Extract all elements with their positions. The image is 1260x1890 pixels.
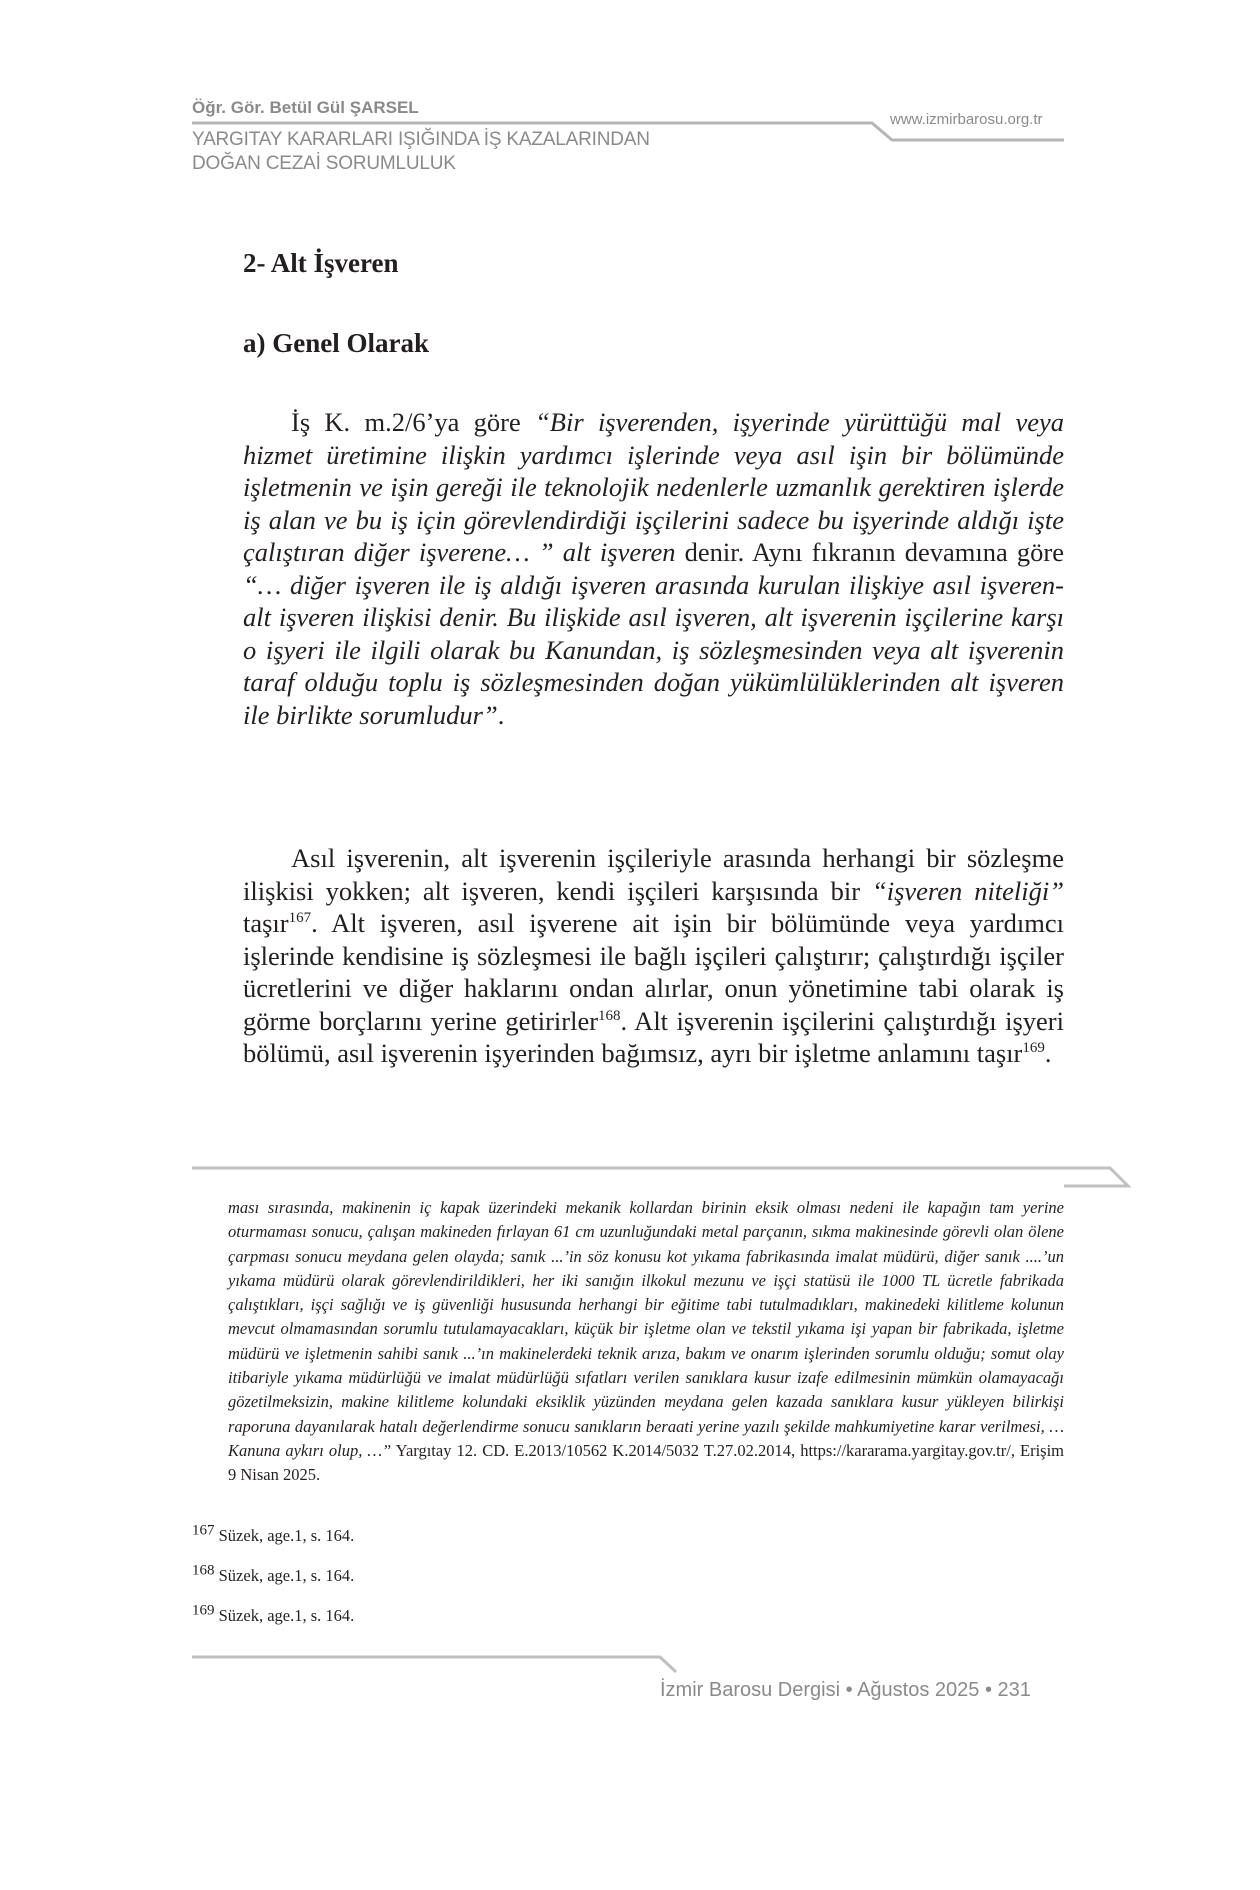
subsection-heading: a) Genel Olarak: [243, 328, 429, 358]
page-number: 231: [997, 1679, 1031, 1701]
footer-rule: [192, 1657, 676, 1672]
footnote-continuation: [228, 1196, 1064, 1488]
header-title-line2: DOĞAN CEZAİ SORUMLULUK: [192, 153, 456, 174]
footer-date: Ağustos 2025: [857, 1679, 980, 1701]
header-author: Öğr. Gör. Betül Gül ŞARSEL: [192, 98, 419, 117]
footnote-169: [192, 1602, 355, 1626]
para2-quote: “işveren niteliği”: [871, 875, 1065, 906]
para2-lead: Asıl işverenin, alt işverenin işçileriyle arasında herhangi bir sözleşme ilişkisi yokken; alt işveren, kendi işçileri karşısında bir: [243, 843, 1064, 906]
footnote-text: Süzek, age.1, s. 164.: [218, 1526, 355, 1545]
para1-lead: İş K. m.2/6’ya göre: [291, 407, 536, 437]
footnote-168: [192, 1562, 355, 1586]
footnote-ref-168[interactable]: 168: [598, 1007, 621, 1024]
para2-text: .: [1044, 1038, 1052, 1068]
footnote-text: Süzek, age.1, s. 164.: [218, 1606, 355, 1625]
footnote-number: 169: [192, 1602, 215, 1619]
header-article-title: [192, 128, 650, 176]
footnote-ref-167[interactable]: 167: [288, 910, 312, 927]
page-footer: [660, 1679, 1031, 1702]
footer-separator: •: [984, 1679, 992, 1701]
para2-text: . Alt işverenin işçilerini çalıştırdığı işyeri bölümü, asıl işverenin işyerinden bağımsız, ayrı bir işletme anlamını taşır: [243, 1005, 1064, 1068]
header-title-line1: YARGITAY KARARLARI IŞIĞINDA İŞ KAZALARINDAN: [192, 129, 650, 150]
footnote-text: Süzek, age.1, s. 164.: [218, 1566, 355, 1585]
footnote-167: [192, 1522, 355, 1546]
paragraph-subcontractor: [243, 842, 1064, 1070]
footer-journal: İzmir Barosu Dergisi: [660, 1679, 841, 1701]
section-heading: 2- Alt İşveren: [243, 248, 399, 278]
para1-quote2: “… diğer işveren ile iş aldığı işveren arasında kurulan ilişkiye asıl işveren-alt işveren ilişkisi denir. Bu ilişkide asıl işveren, alt işverenin işçilerine karşı o işyeri ile ilgili olarak bu Kanundan, iş sözleşmesinden veya alt işverenin taraf olduğu toplu iş sözleşmesinden doğan yükümlülüklerinden alt işveren ile birlikte sorumludur”: [243, 569, 1064, 730]
paragraph-definition: [243, 406, 1064, 731]
footnote-ref-169[interactable]: 169: [1022, 1040, 1045, 1057]
para1-end: .: [497, 699, 505, 730]
footnote-citation: Yargıtay 12. CD. E.2013/10562 K.2014/5032 T.27.02.2014, https://kararama.yargitay.gov.tr/, Erişim 9 Nisan 2025.: [228, 1440, 1064, 1485]
footnote-number: 168: [192, 1562, 215, 1579]
footer-separator: •: [845, 1679, 853, 1701]
para1-mid: denir. Aynı fıkranın devamına göre: [675, 537, 1064, 567]
footnote-quote: ması sırasında, makinenin iç kapak üzerindeki mekanik kollardan birinin eksik olması nedeni ile kapağın tam yerine oturmaması sonucu, çalışan makineden fırlayan 61 cm uzunluğundaki metal parçanın, sıkma makinesinde görevli olan ölene çarpması sonucu meydana gelen olayda; sanık ...’in söz konusu kot yıkama fabrikasında imalat müdürü, diğer sanık ....’un yıkama müdürü olarak görevlendirildikleri, her iki sanığın ilkokul mezunu ve işçi statüsü ile 1000 TL ücretle fabrikada çalıştıkları, işçi sağlığı ve iş güvenliği hususunda herhangi bir eğitime tabi tutulmadıkları, makinedeki kilitleme kolunun mevcut olmamasından sorumlu tutulamayacakları, küçük bir işletme olan ve tekstil yıkama işi yapan bir fabrikada, işletme müdürü ve işletmenin sahibi sanık ...’ın makinelerdeki teknik arıza, bakım ve onarım işlerinden sorumlu olduğu; somut olay itibariyle yıkama müdürlüğü ve imalat müdürlüğü sıfatları verilen sanıklara kusur izafe edilmesinin mümkün olamayacağı gözetilmeksizin, makine kilitleme kolundaki eksiklik yüzünden meydana gelen kazada sanıklara kusur yükleyen bilirkişi raporuna dayanılarak hatalı değerlendirme sonucu sanıkların beraati yerine yazılı şekilde mahkumiyetine karar verilmesi, … Kanuna aykırı olup, …”: [228, 1198, 1064, 1460]
para2-text: taşır: [243, 908, 289, 938]
footnote-rule: [192, 1168, 1140, 1186]
para1-quote1: “Bir işverenden, işyerinde yürüttüğü mal veya hizmet üretimine ilişkin yardımcı işlerinde veya asıl işin bir bölümünde işletmenin ve işin gereği ile teknolojik nedenlerle uzmanlık gerektiren işlerde iş alan ve bu iş için görevlendirdiği işçilerini sadece bu işyerinde aldığı işte çalıştıran diğer işverene… ” alt işveren: [243, 407, 1064, 567]
footnote-number: 167: [192, 1522, 215, 1539]
header-website: www.izmirbarosu.org.tr: [890, 111, 1043, 128]
para2-text: . Alt işveren, asıl işverene ait işin bir bölümünde veya yardımcı işlerinde kendisine iş sözleşmesi ile bağlı işçileri çalıştırır; çalıştırdığı işçiler ücretlerini ve diğer haklarını ondan alırlar, onun yönetimine tabi olarak iş görme borçlarını yerine getirirler: [243, 908, 1064, 1036]
